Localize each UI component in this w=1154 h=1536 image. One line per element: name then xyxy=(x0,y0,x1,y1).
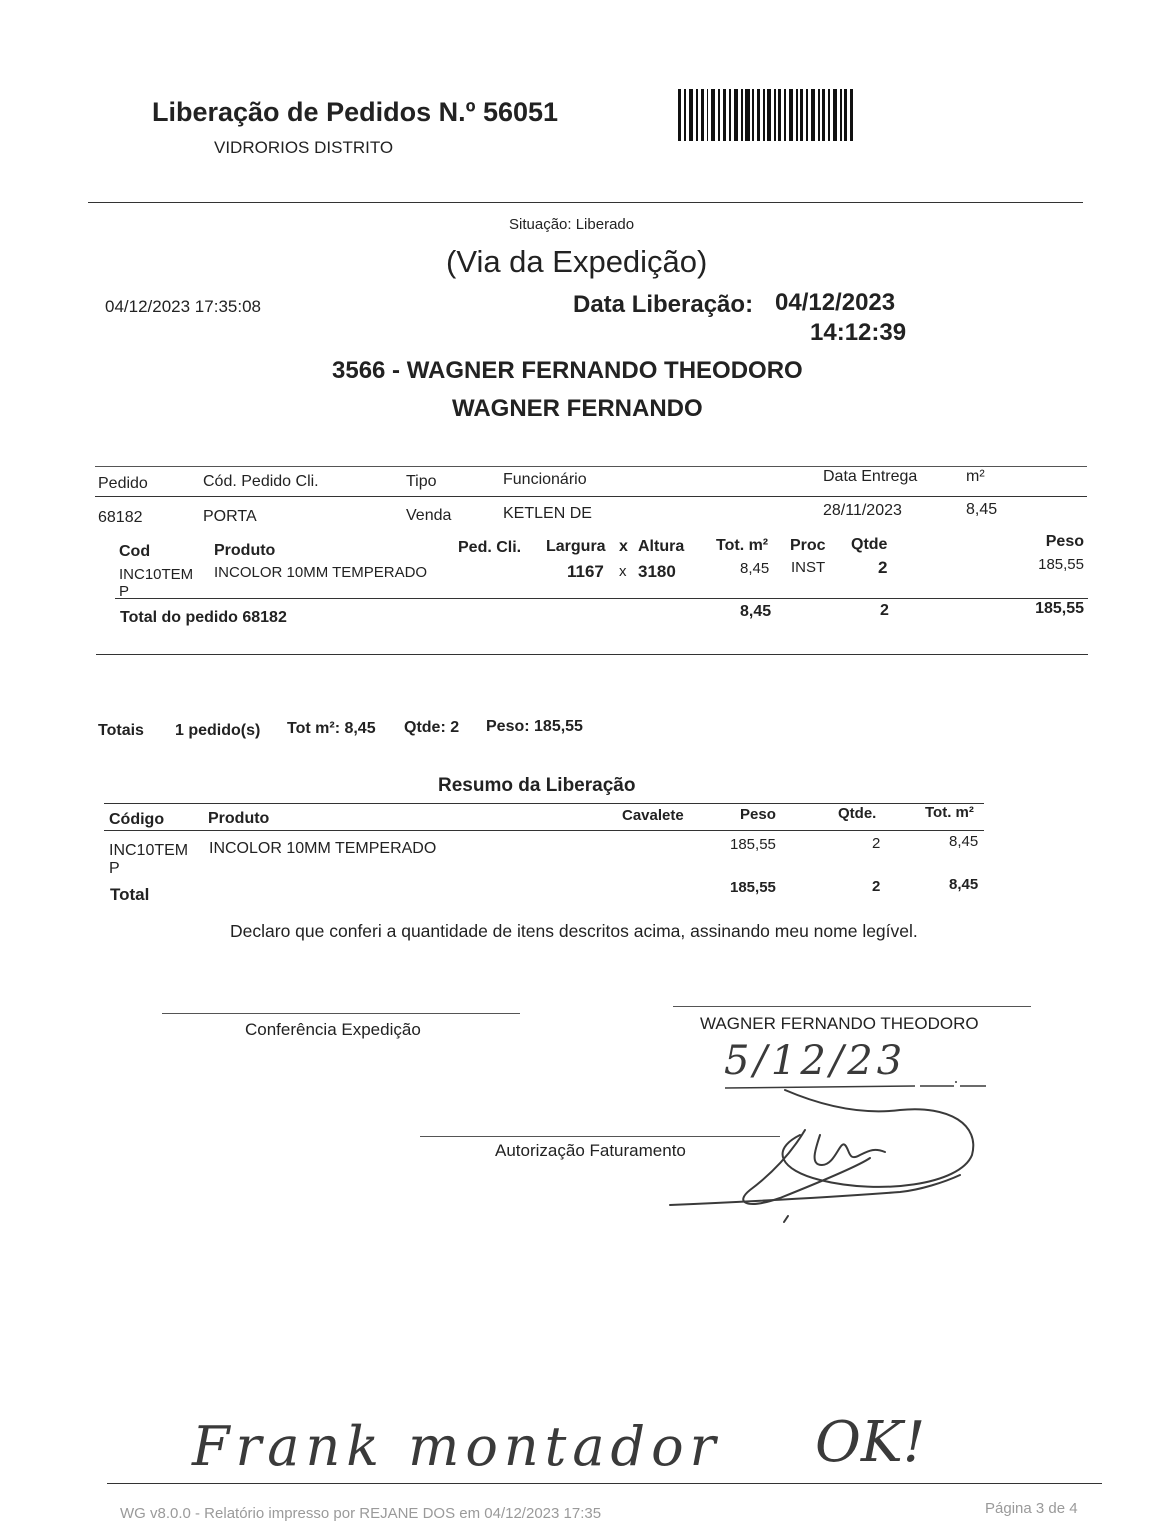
situacao-label: Situação: Liberado xyxy=(509,216,635,233)
item-produto: INCOLOR 10MM TEMPERADO xyxy=(214,564,428,581)
item-header-altura: Altura xyxy=(638,538,685,555)
print-datetime: 04/12/2023 17:35:08 xyxy=(105,297,261,316)
order-data-entrega: 28/11/2023 xyxy=(823,502,902,519)
summary-tot-m2: 8,45 xyxy=(949,833,979,850)
summary-codigo-line2: P xyxy=(109,860,120,877)
totals-tot-m2: Tot m²: 8,45 xyxy=(287,720,376,737)
summary-header-produto: Produto xyxy=(208,810,270,827)
order-m2: 8,45 xyxy=(966,501,998,518)
handwritten-date: 5/12/23 xyxy=(724,1038,907,1084)
item-largura: 1167 xyxy=(567,562,604,581)
item-header-produto: Produto xyxy=(214,542,276,559)
item-qtde: 2 xyxy=(878,558,888,577)
col-header-tipo: Tipo xyxy=(406,473,437,490)
footer-divider xyxy=(107,1483,1102,1484)
col-header-funcionario: Funcionário xyxy=(503,471,587,488)
client-signature-scribble xyxy=(660,1070,990,1230)
col-header-data-entrega: Data Entrega xyxy=(823,468,918,485)
summary-header-codigo: Código xyxy=(109,811,165,828)
summary-header-peso: Peso xyxy=(740,806,776,823)
order-cod-pedido-cli: PORTA xyxy=(203,508,257,525)
summary-qtde: 2 xyxy=(872,835,881,852)
handwritten-ok: OK! xyxy=(815,1410,926,1475)
order-pedido: 68182 xyxy=(98,509,143,526)
data-liberacao-label: Data Liberação: xyxy=(573,291,754,318)
order-total-qtde: 2 xyxy=(880,602,889,619)
item-proc: INST xyxy=(791,559,826,576)
autorizacao-label: Autorização Faturamento xyxy=(495,1141,686,1160)
conferencia-label: Conferência Expedição xyxy=(245,1020,421,1039)
summary-header-tot-m2: Tot. m² xyxy=(925,804,974,821)
summary-total-peso: 185,55 xyxy=(730,879,776,896)
footer-page-number: Página 3 de 4 xyxy=(985,1500,1078,1517)
col-header-pedido: Pedido xyxy=(98,475,148,492)
footer-print-info: WG v8.0.0 - Relatório impresso por REJANE DOS em 04/12/2023 17:35 xyxy=(120,1505,602,1522)
summary-top-line xyxy=(104,803,984,804)
col-header-cod-pedido-cli: Cód. Pedido Cli. xyxy=(203,473,319,490)
item-header-proc: Proc xyxy=(790,537,826,554)
item-cod-line1: INC10TEM xyxy=(119,566,194,583)
order-table-top-line xyxy=(95,466,1087,467)
document-title: Liberação de Pedidos N.º 56051 xyxy=(152,97,559,127)
order-funcionario: KETLEN DE xyxy=(503,505,592,522)
summary-header-cavalete: Cavalete xyxy=(622,807,684,824)
item-header-qtde: Qtde xyxy=(851,536,888,553)
item-tot-m2: 8,45 xyxy=(740,560,770,577)
totals-peso: Peso: 185,55 xyxy=(486,718,583,735)
summary-produto: INCOLOR 10MM TEMPERADO xyxy=(209,840,437,857)
summary-codigo-line1: INC10TEM xyxy=(109,842,189,859)
summary-peso: 185,55 xyxy=(730,836,776,853)
client-code-name: 3566 - WAGNER FERNANDO THEODORO xyxy=(332,357,803,384)
client-signature-line xyxy=(673,1006,1031,1007)
item-x: x xyxy=(619,563,627,580)
summary-total-tot-m2: 8,45 xyxy=(949,876,979,893)
declaration-text: Declaro que conferi a quantidade de itens descritos acima, assinando meu nome legível. xyxy=(230,921,918,941)
order-header-divider xyxy=(95,496,1087,497)
item-header-ped-cli: Ped. Cli. xyxy=(458,539,522,556)
company-name: VIDRORIOS DISTRITO xyxy=(214,138,394,157)
via-expedicao: (Via da Expedição) xyxy=(446,244,708,279)
client-signature-name: WAGNER FERNANDO THEODORO xyxy=(700,1014,979,1033)
order-tipo: Venda xyxy=(406,507,452,524)
totals-label: Totais xyxy=(98,722,144,739)
barcode xyxy=(678,89,853,141)
order-total-peso: 185,55 xyxy=(1035,600,1084,617)
item-cod-line2: P xyxy=(119,583,130,600)
item-header-tot-m2: Tot. m² xyxy=(716,537,769,554)
summary-header-divider xyxy=(104,830,984,831)
handwritten-note: Frank montador xyxy=(192,1415,722,1478)
order-total-divider xyxy=(115,598,1088,599)
summary-total-label: Total xyxy=(110,885,150,904)
client-short-name: WAGNER FERNANDO xyxy=(452,395,703,422)
summary-total-qtde: 2 xyxy=(872,878,881,895)
item-peso: 185,55 xyxy=(1038,556,1084,573)
item-header-cod: Cod xyxy=(119,543,151,560)
order-total-label: Total do pedido 68182 xyxy=(120,609,287,626)
summary-header-qtde: Qtde. xyxy=(838,805,877,822)
item-header-x: x xyxy=(619,538,628,555)
data-liberacao-time: 14:12:39 xyxy=(810,319,907,346)
conferencia-signature-line xyxy=(162,1013,520,1014)
totals-qtde: Qtde: 2 xyxy=(404,719,460,736)
item-header-largura: Largura xyxy=(546,538,606,555)
header-divider xyxy=(88,202,1083,203)
data-liberacao-date: 04/12/2023 xyxy=(775,289,896,316)
item-header-peso: Peso xyxy=(1045,533,1084,550)
totals-pedidos: 1 pedido(s) xyxy=(175,722,261,739)
item-altura: 3180 xyxy=(638,562,676,581)
order-table-bottom-line xyxy=(96,654,1088,655)
summary-title: Resumo da Liberação xyxy=(438,775,636,796)
order-total-tot-m2: 8,45 xyxy=(740,603,772,620)
col-header-m2: m² xyxy=(966,468,985,485)
